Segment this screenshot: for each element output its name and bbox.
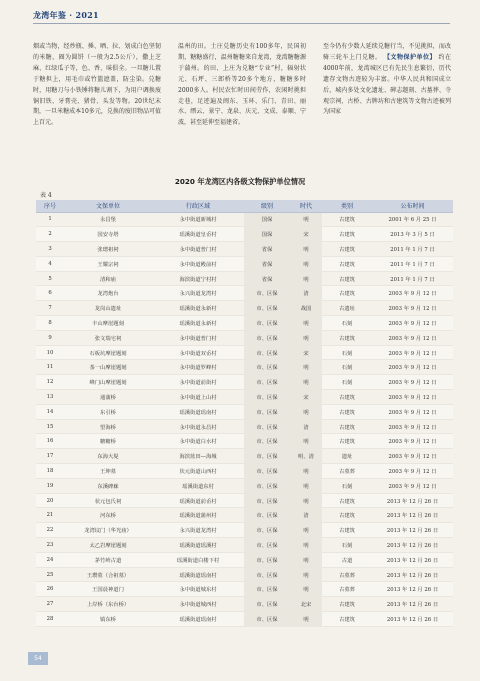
cell-region: 永中街道永昌村	[152, 419, 244, 434]
table-row	[36, 360, 453, 375]
cell-level: 市、区保	[244, 464, 290, 479]
cell-index: 7	[36, 301, 64, 316]
cell-level: 市、区保	[244, 582, 290, 597]
section-tag: 【文物保护单位】	[383, 53, 437, 61]
cell-era: 明	[290, 493, 322, 508]
cell-category: 古遗址	[322, 301, 372, 316]
cell-index: 15	[36, 419, 64, 434]
cell-region: 永中街道白水村	[152, 434, 244, 449]
cell-region: 永兴街道龙湾村	[152, 286, 244, 301]
cell-date: 2013 年 12 月 26 日	[372, 552, 453, 567]
cell-date: 2003 年 9 月 12 日	[372, 419, 453, 434]
table-row	[36, 227, 453, 242]
cell-level: 省保	[244, 271, 290, 286]
table-row	[36, 330, 453, 345]
cell-index: 17	[36, 449, 64, 464]
cell-region: 海滨街道宁村村	[152, 271, 244, 286]
cell-date: 2011 年 1 月 7 日	[372, 242, 453, 257]
cell-era: 明	[290, 464, 322, 479]
cell-era: 明	[290, 552, 322, 567]
cell-site: 镇东桥	[64, 612, 152, 627]
cell-site: 石板坑摩崖题刻	[64, 345, 152, 360]
cell-era: 清	[290, 286, 322, 301]
cell-era: 明	[290, 538, 322, 553]
cell-era: 明	[290, 404, 322, 419]
cell-index: 11	[36, 360, 64, 375]
cell-date: 2003 年 9 月 12 日	[372, 404, 453, 419]
cell-era: 明	[290, 212, 322, 227]
cell-category: 古建筑	[322, 419, 372, 434]
cell-category: 石刻	[322, 345, 372, 360]
cell-category: 古建筑	[322, 597, 372, 612]
cell-index: 5	[36, 271, 64, 286]
cell-date: 2003 年 9 月 12 日	[372, 434, 453, 449]
cell-index: 18	[36, 464, 64, 479]
table-row	[36, 523, 453, 538]
cell-index: 19	[36, 478, 64, 493]
table-row	[36, 256, 453, 271]
cell-date: 2003 年 9 月 12 日	[372, 316, 453, 331]
cell-index: 23	[36, 538, 64, 553]
col-header-region: 行政区域	[152, 200, 244, 212]
cell-category: 古建筑	[322, 523, 372, 538]
cell-region: 永中街道罗峰村	[152, 360, 244, 375]
cell-era: 北宋	[290, 597, 322, 612]
column-3-continued: 约在4000年前，龙湾城区已有先民生息繁衍，历代遗存文物古迹较为丰富。中华人民共和国成立后，城内多处文化遗址、碑志题刻、古墓葬、寺观宗祠、古桥、古牌坊和古建筑等文物古迹被列为国家	[323, 53, 451, 116]
cell-date: 2013 年 12 月 26 日	[372, 567, 453, 582]
cell-date: 2003 年 9 月 12 日	[372, 375, 453, 390]
cell-site: 河东桥	[64, 508, 152, 523]
cell-category: 古道	[322, 552, 372, 567]
cell-category: 石刻	[322, 375, 372, 390]
cell-region: 瑶溪街道永新村	[152, 316, 244, 331]
cell-level: 市、区保	[244, 360, 290, 375]
cell-era: 明	[290, 582, 322, 597]
cell-index: 3	[36, 242, 64, 257]
cell-category: 石刻	[322, 538, 372, 553]
cell-site: 王耀宗祠	[64, 256, 152, 271]
cell-index: 16	[36, 434, 64, 449]
cell-region: 瑶溪街道瑶南村	[152, 567, 244, 582]
table-row	[36, 404, 453, 419]
cell-category: 古建筑	[322, 286, 372, 301]
cell-region: 瑶溪街道永新村	[152, 301, 244, 316]
cell-site: 丰山摩崖题刻	[64, 316, 152, 331]
heritage-table	[36, 200, 453, 627]
cell-date: 2003 年 9 月 12 日	[372, 286, 453, 301]
cell-date: 2003 年 9 月 12 日	[372, 301, 453, 316]
cell-site: 通蒲桥	[64, 390, 152, 405]
cell-era: 战国	[290, 301, 322, 316]
cell-date: 2003 年 9 月 12 日	[372, 360, 453, 375]
table-row	[36, 286, 453, 301]
col-header-site: 文保单位	[64, 200, 152, 212]
cell-region: 瑶溪街道皇岙村	[152, 227, 244, 242]
col-header-era: 时代	[290, 200, 322, 212]
cell-site: 王国晨神道门	[64, 582, 152, 597]
cell-category: 石刻	[322, 316, 372, 331]
cell-category: 古建筑	[322, 434, 372, 449]
cell-era: 清	[290, 419, 322, 434]
cell-date: 2013 年 12 月 26 日	[372, 597, 453, 612]
cell-site: 上岸桥（东台桥）	[64, 597, 152, 612]
cell-date: 2003 年 9 月 12 日	[372, 478, 453, 493]
cell-index: 13	[36, 390, 64, 405]
cell-era: 宋	[290, 345, 322, 360]
table-title: 2020 年龙湾区内各级文物保护单位情况	[174, 177, 306, 186]
table-row	[36, 212, 453, 227]
cell-level: 市、区保	[244, 301, 290, 316]
cell-date: 2011 年 1 月 7 日	[372, 271, 453, 286]
cell-index: 21	[36, 508, 64, 523]
cell-era: 清	[290, 508, 322, 523]
cell-region: 永中街道殿前村	[152, 256, 244, 271]
body-column-3	[323, 42, 451, 164]
cell-site: 永昌堡	[64, 212, 152, 227]
cell-site: 峰门山摩崖题刻	[64, 375, 152, 390]
cell-date: 2003 年 9 月 12 日	[372, 330, 453, 345]
cell-region: 永兴街道龙湾村	[152, 523, 244, 538]
cell-index: 6	[36, 286, 64, 301]
cell-category: 古墓葬	[322, 567, 372, 582]
cell-site: 张璁祖祠	[64, 242, 152, 257]
cell-index: 14	[36, 404, 64, 419]
cell-date: 2003 年 9 月 12 日	[372, 449, 453, 464]
cell-region: 永中街道上山村	[152, 390, 244, 405]
cell-index: 4	[36, 256, 64, 271]
cell-index: 26	[36, 582, 64, 597]
cell-category: 古建筑	[322, 256, 372, 271]
cell-site: 张文瑞宅祠	[64, 330, 152, 345]
cell-index: 20	[36, 493, 64, 508]
cell-category: 古建筑	[322, 493, 372, 508]
cell-era: 明	[290, 256, 322, 271]
cell-region: 永中街道普门村	[152, 330, 244, 345]
table-row	[36, 478, 453, 493]
cell-level: 市、区保	[244, 419, 290, 434]
cell-category: 遗址	[322, 449, 372, 464]
cell-era: 明	[290, 612, 322, 627]
cell-date: 2013 年 12 月 26 日	[372, 508, 453, 523]
cell-level: 市、区保	[244, 449, 290, 464]
cell-era: 宋	[290, 227, 322, 242]
cell-region: 瑶溪街道前岙村	[152, 493, 244, 508]
cell-region: 瑶溪街道东村	[152, 478, 244, 493]
cell-date: 2013 年 12 月 26 日	[372, 523, 453, 538]
cell-level: 市、区保	[244, 345, 290, 360]
table-row	[36, 271, 453, 286]
cell-site: 东海大堤	[64, 449, 152, 464]
cell-region: 永中街道城东村	[152, 582, 244, 597]
cell-region: 永中街道新城村	[152, 212, 244, 227]
table-row	[36, 552, 453, 567]
cell-era: 明	[290, 523, 322, 538]
cell-level: 市、区保	[244, 597, 290, 612]
cell-site: 龙岗山遗址	[64, 301, 152, 316]
cell-date: 2001 年 6 月 25 日	[372, 212, 453, 227]
table-row	[36, 493, 453, 508]
cell-index: 12	[36, 375, 64, 390]
cell-region: 永中街道普门村	[152, 242, 244, 257]
table-row	[36, 316, 453, 331]
cell-region: 永中街道前街村	[152, 375, 244, 390]
body-column-1: 烟或当物，经炒瓶、捶、晒、拉、划成白色坚韧的米糖，圈为圆饼（一般为2.5公斤），撒上芝麻、红绿瓜子等，色、香、味俱全。一旦糖儿置于糖担上，用毛巾或竹篮遮盖，防尘染。兑糖时，用糖刀与小铁锤将糖儿割下，为用户调换废铜旧铁、牙膏壳、猪骨、头发等物。20世纪末期，一旦米糖成本10多元，兑换的废旧物品可值上百元。	[33, 43, 161, 127]
cell-region: 永中街道城西村	[152, 597, 244, 612]
cell-level: 市、区保	[244, 375, 290, 390]
table-row	[36, 345, 453, 360]
cell-level: 市、区保	[244, 316, 290, 331]
cell-category: 古建筑	[322, 330, 372, 345]
cell-region: 瑶溪街道蒲州村	[152, 508, 244, 523]
cell-date: 2013 年 12 月 26 日	[372, 538, 453, 553]
col-header-index: 序号	[36, 200, 64, 212]
cell-category: 古建筑	[322, 612, 372, 627]
cell-category: 古建筑	[322, 242, 372, 257]
cell-level: 市、区保	[244, 390, 290, 405]
table-row	[36, 464, 453, 479]
cell-level: 省保	[244, 256, 290, 271]
body-column-2: 温州的田。土庄兑糖历史有100多年，民国初期，糖糖盛行，温州糖糖来自龙湾，龙湾糖糖源于蒲州。的田、上庄为兑糖“专业”村，辐射状元、石坪、三郎桥等20多个地方，糖糖多时2000多人。村民农忙时田间劳作，农闲时挑担走巷，足迹遍及闽东、玉环、乐门、青田、丽水、缙云、景宁、龙泉、庆元、文成、泰顺、宁波，甚至延伸至福建省。	[178, 43, 306, 127]
table-row	[36, 375, 453, 390]
cell-category: 古建筑	[322, 508, 372, 523]
column-3-lead: 至今仍有少数人延续兑糖行当，不见挑担，而改骑三轮车上门兑糖。	[323, 43, 451, 61]
cell-site: 龙湾坟门（华光庙）	[64, 523, 152, 538]
cell-era: 明	[290, 316, 322, 331]
col-header-category: 类别	[322, 200, 372, 212]
cell-site: 茅竹岭古道	[64, 552, 152, 567]
table-row	[36, 449, 453, 464]
cell-date: 2013 年 12 月 26 日	[372, 493, 453, 508]
cell-region: 瑶溪街道瑶溪村	[152, 538, 244, 553]
cell-site: 东引桥	[64, 404, 152, 419]
cell-level: 市、区保	[244, 567, 290, 582]
cell-index: 9	[36, 330, 64, 345]
cell-region: 海滨蓝田—海城	[152, 449, 244, 464]
table-row	[36, 538, 453, 553]
cell-level: 市、区保	[244, 434, 290, 449]
cell-region: 瑶溪街道瑶南村	[152, 404, 244, 419]
cell-index: 28	[36, 612, 64, 627]
cell-era: 明	[290, 360, 322, 375]
cell-category: 古建筑	[322, 271, 372, 286]
table-row	[36, 434, 453, 449]
cell-region: 状元街道山西村	[152, 464, 244, 479]
cell-site: 茶一山摩崖题刻	[64, 360, 152, 375]
cell-level: 市、区保	[244, 478, 290, 493]
page-number: 54	[28, 652, 48, 665]
table-row	[36, 419, 453, 434]
cell-era: 明、清	[290, 449, 322, 464]
cell-site: 太乙岩摩崖题刻	[64, 538, 152, 553]
cell-site: 东溪碑廊	[64, 478, 152, 493]
cell-era: 明	[290, 330, 322, 345]
col-header-level: 级别	[244, 200, 290, 212]
cell-index: 10	[36, 345, 64, 360]
table-row	[36, 582, 453, 597]
cell-site: 王瓒墓（合祖墓）	[64, 567, 152, 582]
table-header-row	[36, 200, 453, 212]
cell-site: 糖糖桥	[64, 434, 152, 449]
table-row	[36, 612, 453, 627]
cell-era: 明	[290, 478, 322, 493]
cell-site: 望海桥	[64, 419, 152, 434]
cell-region: 瑶溪街道白楼下村	[152, 552, 244, 567]
cell-index: 25	[36, 567, 64, 582]
cell-level: 市、区保	[244, 330, 290, 345]
cell-category: 古建筑	[322, 212, 372, 227]
cell-region: 永中街道双岙村	[152, 345, 244, 360]
cell-date: 2003 年 9 月 12 日	[372, 390, 453, 405]
cell-index: 24	[36, 552, 64, 567]
cell-era: 明	[290, 434, 322, 449]
table-row	[36, 508, 453, 523]
cell-level: 市、区保	[244, 552, 290, 567]
running-header: 龙湾年鉴 · 2021	[33, 10, 99, 20]
cell-date: 2013 年 3 月 5 日	[372, 227, 453, 242]
cell-category: 石刻	[322, 478, 372, 493]
cell-category: 石刻	[322, 360, 372, 375]
cell-level: 市、区保	[244, 538, 290, 553]
cell-index: 8	[36, 316, 64, 331]
cell-category: 古建筑	[322, 390, 372, 405]
cell-date: 2013 年 12 月 26 日	[372, 582, 453, 597]
cell-level: 市、区保	[244, 493, 290, 508]
cell-date: 2003 年 9 月 12 日	[372, 464, 453, 479]
table-label: 表 4	[40, 192, 52, 199]
cell-category: 古建筑	[322, 404, 372, 419]
cell-site: 清和庙	[64, 271, 152, 286]
col-header-date: 公布时间	[372, 200, 453, 212]
cell-category: 古墓葬	[322, 582, 372, 597]
cell-era: 明	[290, 242, 322, 257]
cell-level: 市、区保	[244, 286, 290, 301]
cell-era: 明	[290, 375, 322, 390]
body-columns	[33, 42, 451, 164]
cell-site: 王坤墓	[64, 464, 152, 479]
cell-level: 市、区保	[244, 508, 290, 523]
cell-date: 2013 年 12 月 26 日	[372, 612, 453, 627]
table-row	[36, 301, 453, 316]
cell-era: 明	[290, 567, 322, 582]
cell-level: 国保	[244, 227, 290, 242]
cell-level: 国保	[244, 212, 290, 227]
cell-era: 明	[290, 271, 322, 286]
cell-era: 宋	[290, 390, 322, 405]
cell-level: 市、区保	[244, 612, 290, 627]
table-row	[36, 597, 453, 612]
cell-index: 27	[36, 597, 64, 612]
cell-level: 省保	[244, 242, 290, 257]
cell-level: 市、区保	[244, 404, 290, 419]
cell-site: 龙湾炮台	[64, 286, 152, 301]
cell-site: 国安寺塔	[64, 227, 152, 242]
cell-category: 古墓葬	[322, 464, 372, 479]
cell-region: 瑶溪街道瑶南村	[152, 612, 244, 627]
cell-date: 2011 年 1 月 7 日	[372, 256, 453, 271]
cell-level: 市、区保	[244, 523, 290, 538]
cell-index: 2	[36, 227, 64, 242]
cell-site: 状元包氏祠	[64, 493, 152, 508]
table-row	[36, 242, 453, 257]
cell-category: 古建筑	[322, 227, 372, 242]
header-rule	[33, 23, 450, 24]
table-row	[36, 567, 453, 582]
cell-index: 22	[36, 523, 64, 538]
cell-date: 2003 年 9 月 12 日	[372, 345, 453, 360]
table-row	[36, 390, 453, 405]
cell-index: 1	[36, 212, 64, 227]
